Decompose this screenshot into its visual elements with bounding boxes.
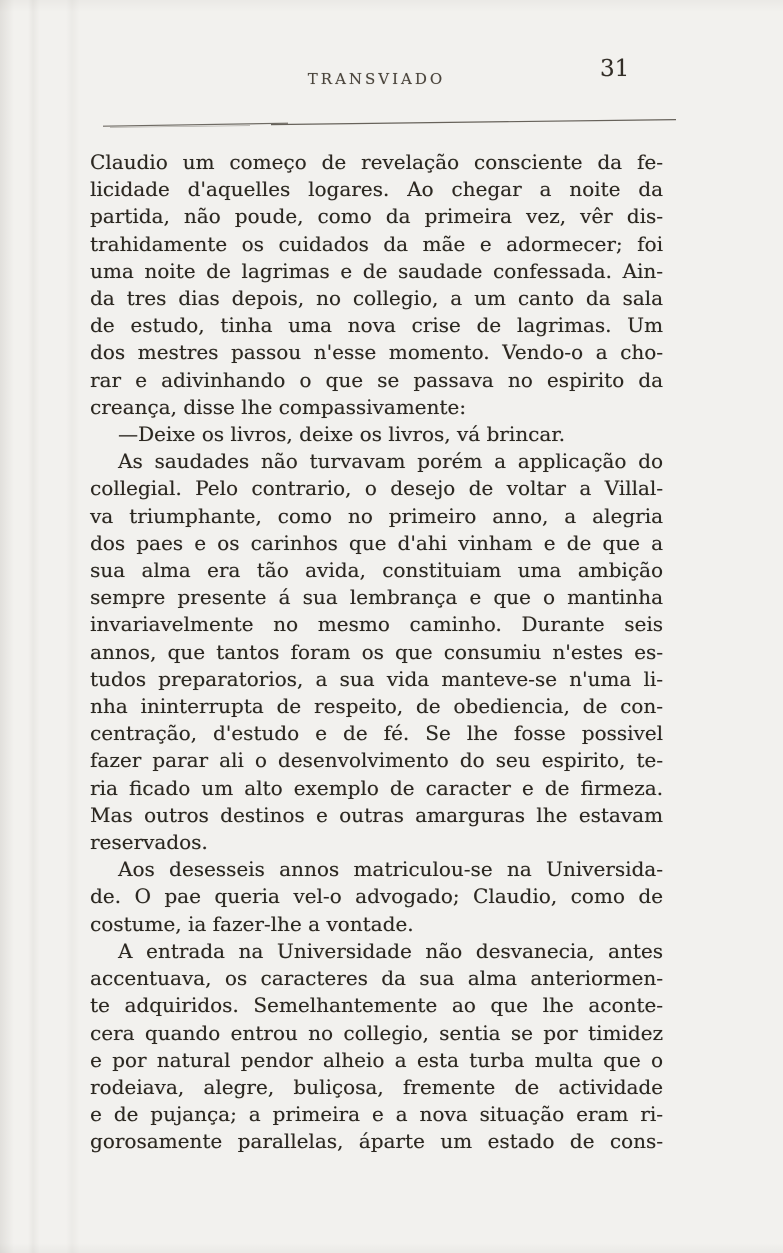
text-line: de estudo, tinha uma nova crise de lagrimas. Um <box>90 313 663 338</box>
text-line: dos mestres passou n'esse momento. Vendo-o a cho- <box>90 340 663 365</box>
text-line: —Deixe os livros, deixe os livros, vá brincar. <box>118 422 565 447</box>
text-line: fazer parar ali o desenvolvimento do seu espirito, te- <box>90 748 663 773</box>
text-line: Claudio um começo de revelação consciente da fe- <box>90 150 663 174</box>
text-block <box>90 149 663 1156</box>
text-line: accentuava, os caracteres da sua alma anteriormen- <box>90 966 663 991</box>
text-line: da tres dias depois, no collegio, a um canto da sala <box>90 286 663 311</box>
text-line: invariavelmente no mesmo caminho. Durante seis <box>90 612 663 637</box>
text-line: creança, disse lhe compassivamente: <box>90 394 467 419</box>
text-line: te adquiridos. Semelhantemente ao que lhe aconte- <box>90 993 663 1018</box>
text-line: e por natural pendor alheio a esta turba multa que o <box>90 1047 663 1072</box>
text-line: collegial. Pelo contrario, o desejo de voltar a Villal- <box>90 476 663 501</box>
text-line: ria ficado um alto exemplo de caracter e de firmeza. <box>90 775 663 800</box>
page-header <box>0 0 783 110</box>
text-line: licidade d'aquelles logares. Ao chegar a noite da <box>90 177 663 202</box>
text-line: gorosamente parallelas, áparte um estado de cons- <box>90 1129 663 1154</box>
text-line: costume, ia fazer-lhe a vontade. <box>90 911 414 936</box>
text-line: sua alma era tão avida, constituiam uma ambição <box>90 558 663 583</box>
text-line: e de pujança; a primeira e a nova situação eram ri- <box>90 1102 663 1127</box>
text-line: cera quando entrou no collegio, sentia se por timidez <box>90 1020 663 1045</box>
text-line: uma noite de lagrimas e de saudade confessada. Ain- <box>90 258 663 283</box>
header-rule <box>0 115 783 129</box>
text-line: sempre presente á sua lembrança e que o mantinha <box>90 585 663 610</box>
page-number: 31 <box>600 56 630 82</box>
running-title: TRANSVIADO <box>307 70 446 88</box>
text-line: A entrada na Universidade não desvanecia, antes <box>118 938 663 963</box>
text-line: tudos preparatorios, a sua vida manteve-se n'uma li- <box>90 666 663 691</box>
text-line: reservados. <box>90 830 208 855</box>
text-line: Mas outros destinos e outras amarguras lhe estavam <box>90 802 663 827</box>
text-line: centração, d'estudo e de fé. Se lhe fosse possivel <box>90 721 663 746</box>
text-line: As saudades não turvavam porém a applicação do <box>118 449 663 474</box>
text-line: va triumphante, como no primeiro anno, a alegria <box>90 503 663 528</box>
text-line: trahidamente os cuidados da mãe e adormecer; foi <box>90 231 663 256</box>
text-line: Aos desesseis annos matriculou-se na Universida- <box>118 857 663 882</box>
text-line: dos paes e os carinhos que d'ahi vinham e de que a <box>90 530 663 555</box>
text-line: rar e adivinhando o que se passava no espirito da <box>90 367 663 392</box>
text-line: partida, não poude, como da primeira vez, vêr dis- <box>90 204 663 229</box>
text-line: nha ininterrupta de respeito, de obediencia, de con- <box>90 694 663 719</box>
text-line: annos, que tantos foram os que consumiu n'estes es- <box>90 639 663 664</box>
text-line: rodeiava, alegre, buliçosa, fremente de actividade <box>90 1074 663 1099</box>
text-line: de. O pae queria vel-o advogado; Claudio, como de <box>90 884 663 909</box>
